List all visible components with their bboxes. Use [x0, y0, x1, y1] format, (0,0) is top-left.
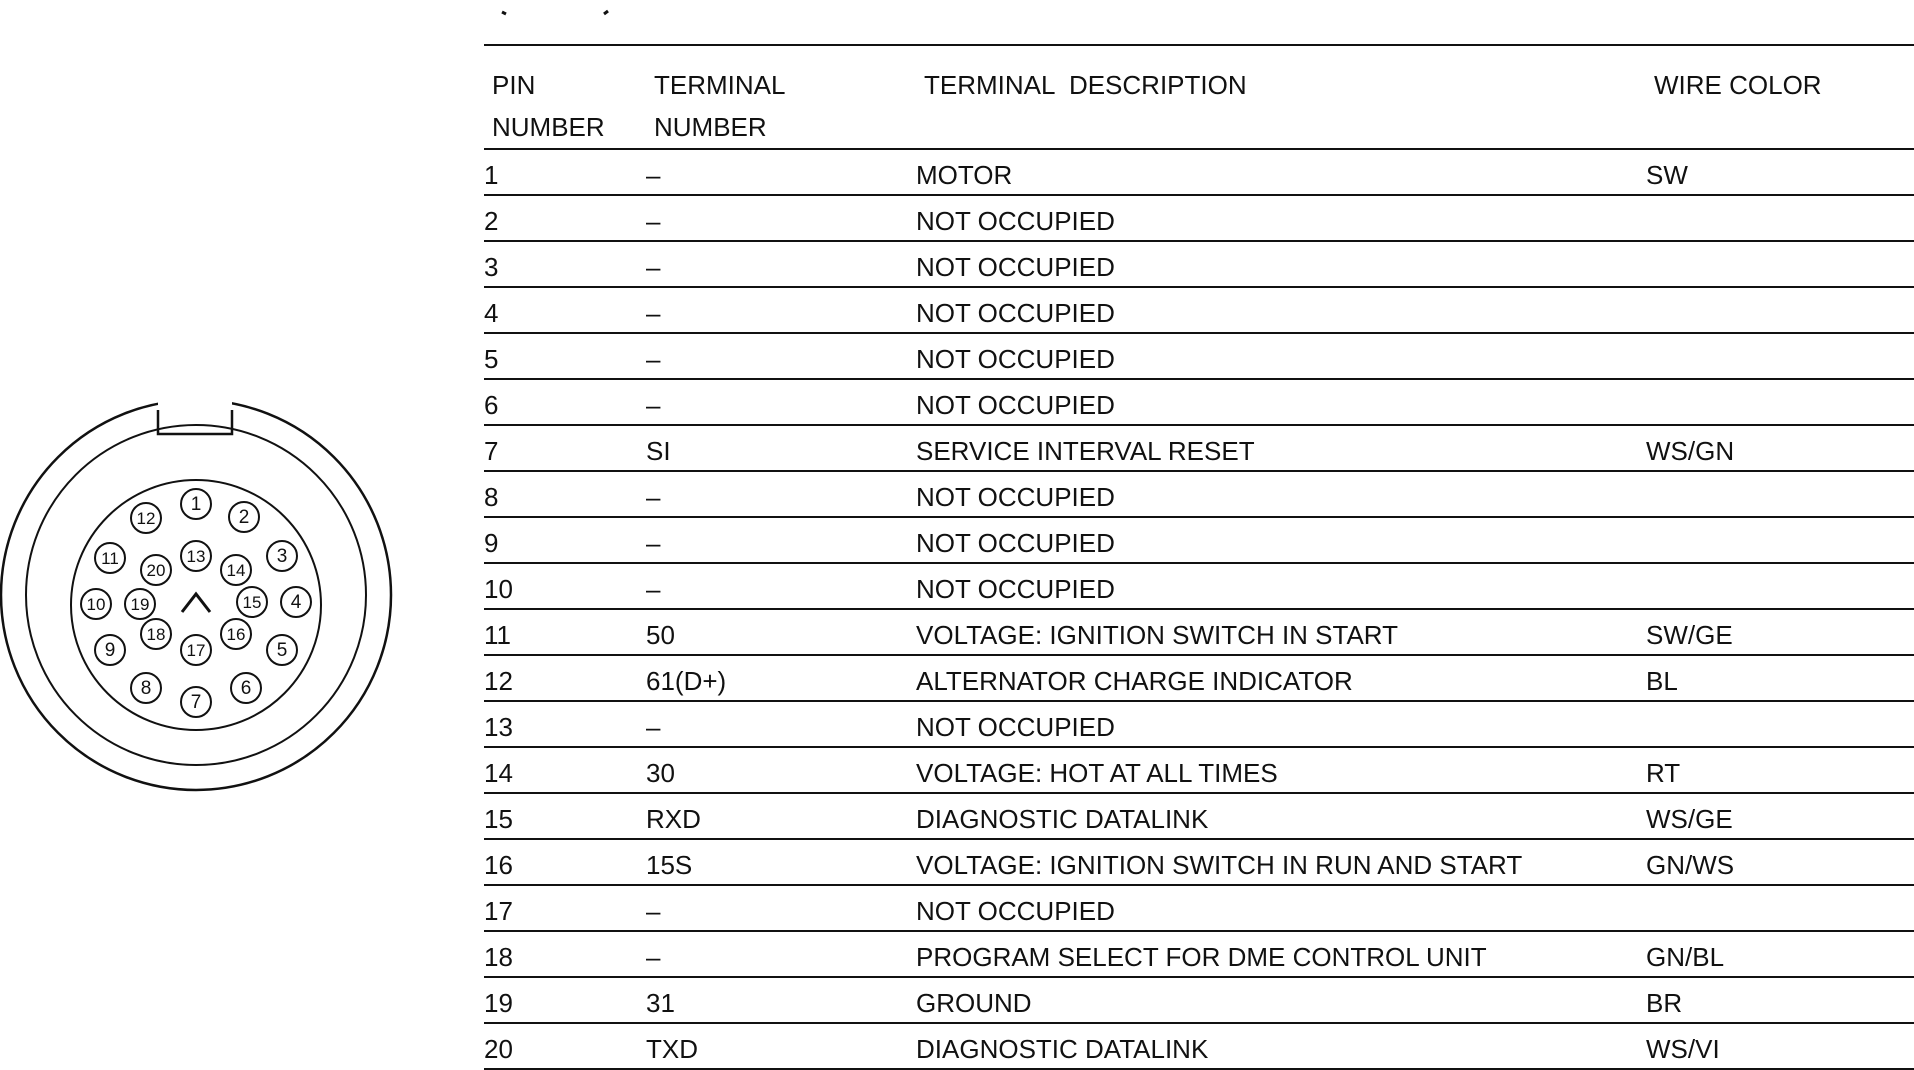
terminal-number-cell: – [646, 287, 916, 333]
wire-color-cell [1646, 333, 1914, 379]
pin-label: 19 [130, 595, 150, 614]
terminal-description-cell: VOLTAGE: HOT AT ALL TIMES [916, 747, 1646, 793]
pin-number-cell: 2 [484, 195, 646, 241]
table-row [484, 149, 1914, 195]
wire-color-cell [1646, 563, 1914, 609]
wire-color-cell [1646, 241, 1914, 287]
pin-number-cell: 17 [484, 885, 646, 931]
pin-number-cell: 13 [484, 701, 646, 747]
pin-number-cell: 6 [484, 379, 646, 425]
connector-pin-17 [181, 635, 211, 665]
pin-label: 15 [242, 593, 262, 612]
terminal-number-cell: – [646, 931, 916, 977]
pin-label: 11 [101, 549, 119, 568]
terminal-number-cell: – [646, 241, 916, 287]
header-terminal-line1: TERMINAL [654, 70, 786, 100]
pin-label: 5 [276, 640, 288, 661]
wire-color-cell [1646, 517, 1914, 563]
table-row [484, 241, 1914, 287]
connector-pin-14 [221, 555, 251, 585]
table-row [484, 425, 1914, 471]
header-terminal-line2: NUMBER [654, 112, 767, 142]
terminal-description-cell: NOT OCCUPIED [916, 195, 1646, 241]
connector-pin-5 [267, 635, 297, 665]
wire-color-cell: GN/WS [1646, 839, 1914, 885]
wire-color-cell [1646, 885, 1914, 931]
table-row [484, 655, 1914, 701]
terminal-description-cell: SERVICE INTERVAL RESET [916, 425, 1646, 471]
table-row [484, 793, 1914, 839]
pin-number-cell: 12 [484, 655, 646, 701]
connector-pin-18 [141, 619, 171, 649]
terminal-description-cell: DIAGNOSTIC DATALINK [916, 1023, 1646, 1069]
pin-label: 13 [186, 547, 206, 566]
pin-label: 17 [186, 641, 206, 660]
wire-color-cell: SW [1646, 149, 1914, 195]
wire-color-cell: GN/BL [1646, 931, 1914, 977]
pin-number-cell: 11 [484, 609, 646, 655]
pin-label: 12 [136, 509, 156, 528]
terminal-number-cell: – [646, 563, 916, 609]
connector-pin-4 [281, 587, 311, 617]
connector-pin-2 [229, 502, 259, 532]
table-row [484, 517, 1914, 563]
pin-label: 9 [104, 640, 116, 661]
terminal-description-cell: NOT OCCUPIED [916, 471, 1646, 517]
pin-number-cell: 15 [484, 793, 646, 839]
terminal-description-cell: MOTOR [916, 149, 1646, 195]
pin-assignment-table-container [484, 44, 1914, 1070]
pin-label: 2 [238, 507, 250, 528]
connector-pin-15 [237, 587, 267, 617]
pin-number-cell: 8 [484, 471, 646, 517]
pin-layer [81, 489, 311, 717]
table-row [484, 977, 1914, 1023]
connector-pin-16 [221, 619, 251, 649]
pin-label: 3 [276, 546, 288, 567]
table-row [484, 609, 1914, 655]
terminal-number-cell: 30 [646, 747, 916, 793]
pin-number-cell: 5 [484, 333, 646, 379]
pin-label: 7 [190, 692, 202, 713]
wire-color-cell: BR [1646, 977, 1914, 1023]
table-row [484, 1023, 1914, 1069]
wire-color-cell [1646, 701, 1914, 747]
pin-label: 1 [190, 494, 202, 515]
terminal-description-cell: NOT OCCUPIED [916, 885, 1646, 931]
connector-pin-13 [181, 541, 211, 571]
terminal-number-cell: TXD [646, 1023, 916, 1069]
connector-diagram [0, 400, 400, 820]
pin-number-cell: 20 [484, 1023, 646, 1069]
connector-pin-11 [95, 543, 125, 573]
pin-number-cell: 3 [484, 241, 646, 287]
header-pin-line1: PIN [492, 70, 536, 100]
pin-assignment-table [484, 44, 1914, 1070]
terminal-description-cell: NOT OCCUPIED [916, 333, 1646, 379]
pin-label: 20 [146, 561, 166, 580]
terminal-description-cell: ALTERNATOR CHARGE INDICATOR [916, 655, 1646, 701]
table-row [484, 471, 1914, 517]
table-body [484, 149, 1914, 1069]
header-terminal-description [916, 45, 1646, 149]
connector-key-icon [182, 594, 210, 612]
wire-color-cell: RT [1646, 747, 1914, 793]
pin-label: 6 [240, 678, 252, 699]
terminal-number-cell: – [646, 333, 916, 379]
terminal-description-cell: VOLTAGE: IGNITION SWITCH IN START [916, 609, 1646, 655]
pin-number-cell: 4 [484, 287, 646, 333]
terminal-description-cell: NOT OCCUPIED [916, 517, 1646, 563]
header-pin-number [484, 45, 646, 149]
wire-color-cell [1646, 195, 1914, 241]
table-row [484, 885, 1914, 931]
pin-label: 4 [290, 592, 302, 613]
pin-number-cell: 9 [484, 517, 646, 563]
terminal-description-cell: VOLTAGE: IGNITION SWITCH IN RUN AND START [916, 839, 1646, 885]
connector-pin-7 [181, 687, 211, 717]
connector-pin-20 [141, 555, 171, 585]
wire-color-cell: WS/VI [1646, 1023, 1914, 1069]
table-row [484, 931, 1914, 977]
terminal-description-cell: GROUND [916, 977, 1646, 1023]
wire-color-cell: WS/GN [1646, 425, 1914, 471]
terminal-number-cell: – [646, 379, 916, 425]
wire-color-cell: BL [1646, 655, 1914, 701]
pin-number-cell: 1 [484, 149, 646, 195]
header-description-label: TERMINAL DESCRIPTION [924, 70, 1247, 100]
connector-pin-1 [181, 489, 211, 519]
terminal-description-cell: NOT OCCUPIED [916, 701, 1646, 747]
pin-number-cell: 16 [484, 839, 646, 885]
wire-color-cell [1646, 471, 1914, 517]
terminal-description-cell: NOT OCCUPIED [916, 287, 1646, 333]
connector-pin-10 [81, 589, 111, 619]
table-row [484, 379, 1914, 425]
terminal-number-cell: – [646, 517, 916, 563]
table-header-row [484, 45, 1914, 149]
terminal-number-cell: 50 [646, 609, 916, 655]
pin-number-cell: 19 [484, 977, 646, 1023]
pin-label: 14 [226, 561, 246, 580]
terminal-number-cell: SI [646, 425, 916, 471]
table-row [484, 195, 1914, 241]
pin-label: 16 [226, 625, 246, 644]
terminal-description-cell: NOT OCCUPIED [916, 241, 1646, 287]
header-pin-line2: NUMBER [492, 112, 605, 142]
connector-pin-6 [231, 673, 261, 703]
terminal-number-cell: – [646, 885, 916, 931]
table-row [484, 287, 1914, 333]
terminal-number-cell: – [646, 149, 916, 195]
terminal-number-cell: 15S [646, 839, 916, 885]
table-row [484, 839, 1914, 885]
terminal-number-cell: – [646, 701, 916, 747]
pin-number-cell: 18 [484, 931, 646, 977]
header-terminal-number [646, 45, 916, 149]
connector-pin-12 [131, 503, 161, 533]
terminal-number-cell: – [646, 471, 916, 517]
header-wire-label: WIRE COLOR [1654, 70, 1822, 100]
connector-pin-9 [95, 635, 125, 665]
header-wire-color [1646, 45, 1914, 149]
wire-color-cell: WS/GE [1646, 793, 1914, 839]
connector-pin-19 [125, 589, 155, 619]
wire-color-cell [1646, 379, 1914, 425]
terminal-number-cell: – [646, 195, 916, 241]
pin-label: 10 [86, 595, 106, 614]
pin-number-cell: 10 [484, 563, 646, 609]
terminal-description-cell: DIAGNOSTIC DATALINK [916, 793, 1646, 839]
pin-number-cell: 7 [484, 425, 646, 471]
terminal-description-cell: PROGRAM SELECT FOR DME CONTROL UNIT [916, 931, 1646, 977]
table-row [484, 333, 1914, 379]
terminal-number-cell: 31 [646, 977, 916, 1023]
table-row [484, 747, 1914, 793]
terminal-description-cell: NOT OCCUPIED [916, 379, 1646, 425]
wire-color-cell [1646, 287, 1914, 333]
table-row [484, 563, 1914, 609]
scan-marks [500, 0, 620, 24]
terminal-description-cell: NOT OCCUPIED [916, 563, 1646, 609]
pin-number-cell: 14 [484, 747, 646, 793]
terminal-number-cell: 61(D+) [646, 655, 916, 701]
table-row [484, 701, 1914, 747]
pin-label: 18 [146, 625, 166, 644]
wire-color-cell: SW/GE [1646, 609, 1914, 655]
terminal-number-cell: RXD [646, 793, 916, 839]
pin-label: 8 [140, 678, 152, 699]
connector-pin-8 [131, 673, 161, 703]
connector-pin-3 [267, 541, 297, 571]
